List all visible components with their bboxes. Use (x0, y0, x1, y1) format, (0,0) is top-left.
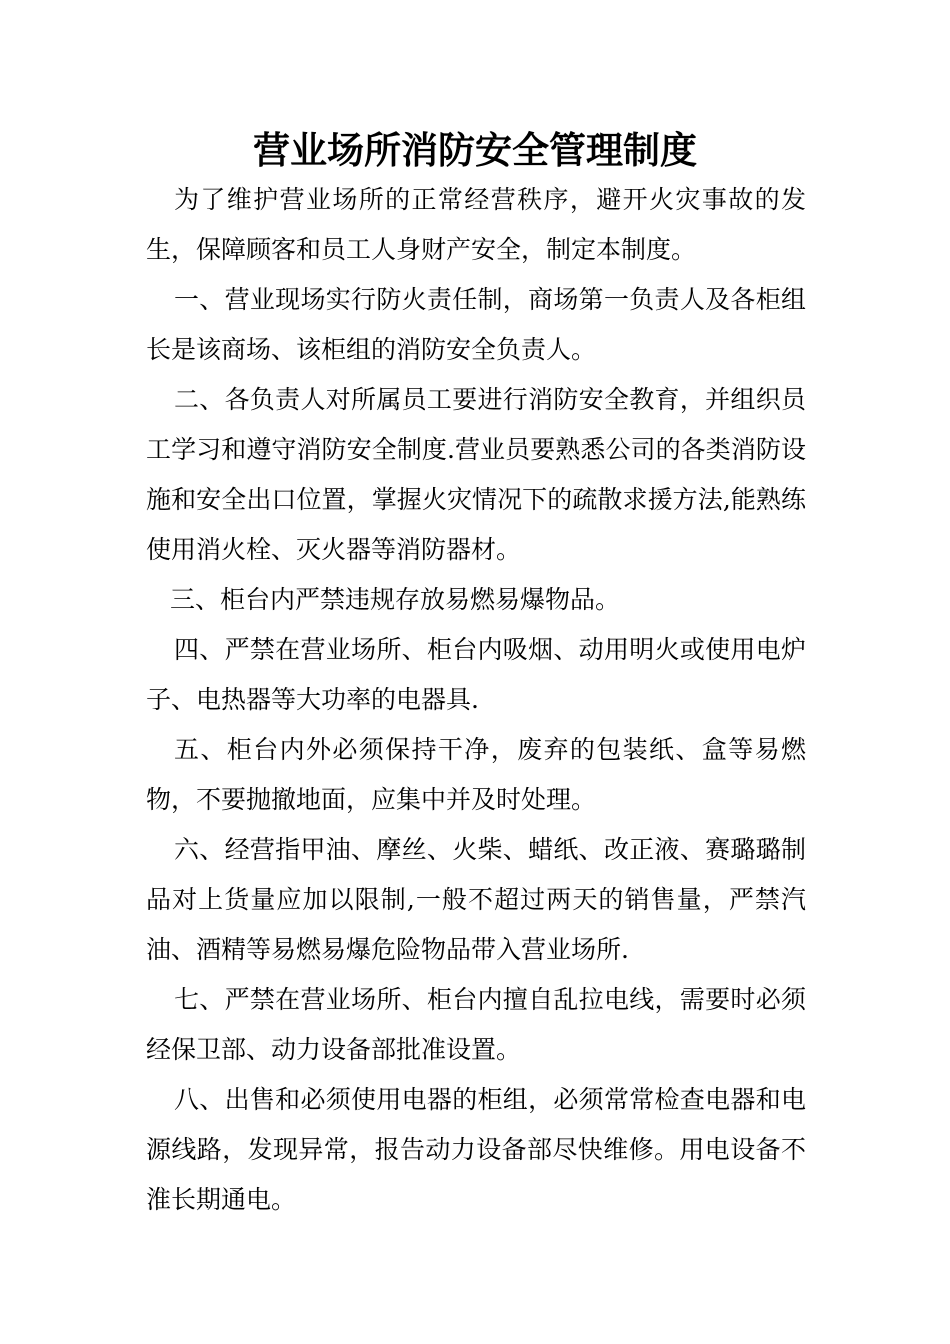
rule-paragraph-6: 六、经营指甲油、摩丝、火柴、蜡纸、改正液、赛璐璐制品对上货量应加以限制,一般不超过两天的销售量，严禁汽油、酒精等易燃易爆危险物品带入营业场所. (146, 835, 806, 964)
rule-paragraph-1: 一、营业现场实行防火责任制，商场第一负责人及各柜组长是该商场、该柜组的消防安全负责人。 (146, 285, 806, 364)
document-body (146, 175, 806, 1225)
rule-paragraph-8: 八、出售和必须使用电器的柜组，必须常常检查电器和电源线路，发现异常，报告动力设备部尽快维修。用电设备不淮长期通电。 (146, 1085, 806, 1214)
intro-paragraph: 为了维护营业场所的正常经营秩序，避开火灾事故的发生，保障顾客和员工人身财产安全，制定本制度。 (146, 185, 806, 264)
document-title: 营业场所消防安全管理制度 (253, 128, 697, 172)
rule-paragraph-7: 七、严禁在营业场所、柜台内擅自乱拉电线，需要时必须经保卫部、动力设备部批准设置。 (146, 985, 806, 1064)
rule-paragraph-3: 三、柜台内严禁违规存放易燃易爆物品。 (170, 585, 621, 614)
rule-paragraph-4: 四、严禁在营业场所、柜台内吸烟、动用明火或使用电炉子、电热器等大功率的电器具. (146, 635, 806, 714)
rule-paragraph-2: 二、各负责人对所属员工要进行消防安全教育，并组织员工学习和遵守消防安全制度.营业员要熟悉公司的各类消防设施和安全出口位置，掌握火灾情况下的疏散求援方法,能熟练使用消火栓、灭火器等消防器材。 (146, 385, 806, 564)
rule-paragraph-5: 五、柜台内外必须保持干净，废弃的包装纸、盒等易燃物，不要抛撤地面，应集中并及时处理。 (146, 735, 806, 814)
